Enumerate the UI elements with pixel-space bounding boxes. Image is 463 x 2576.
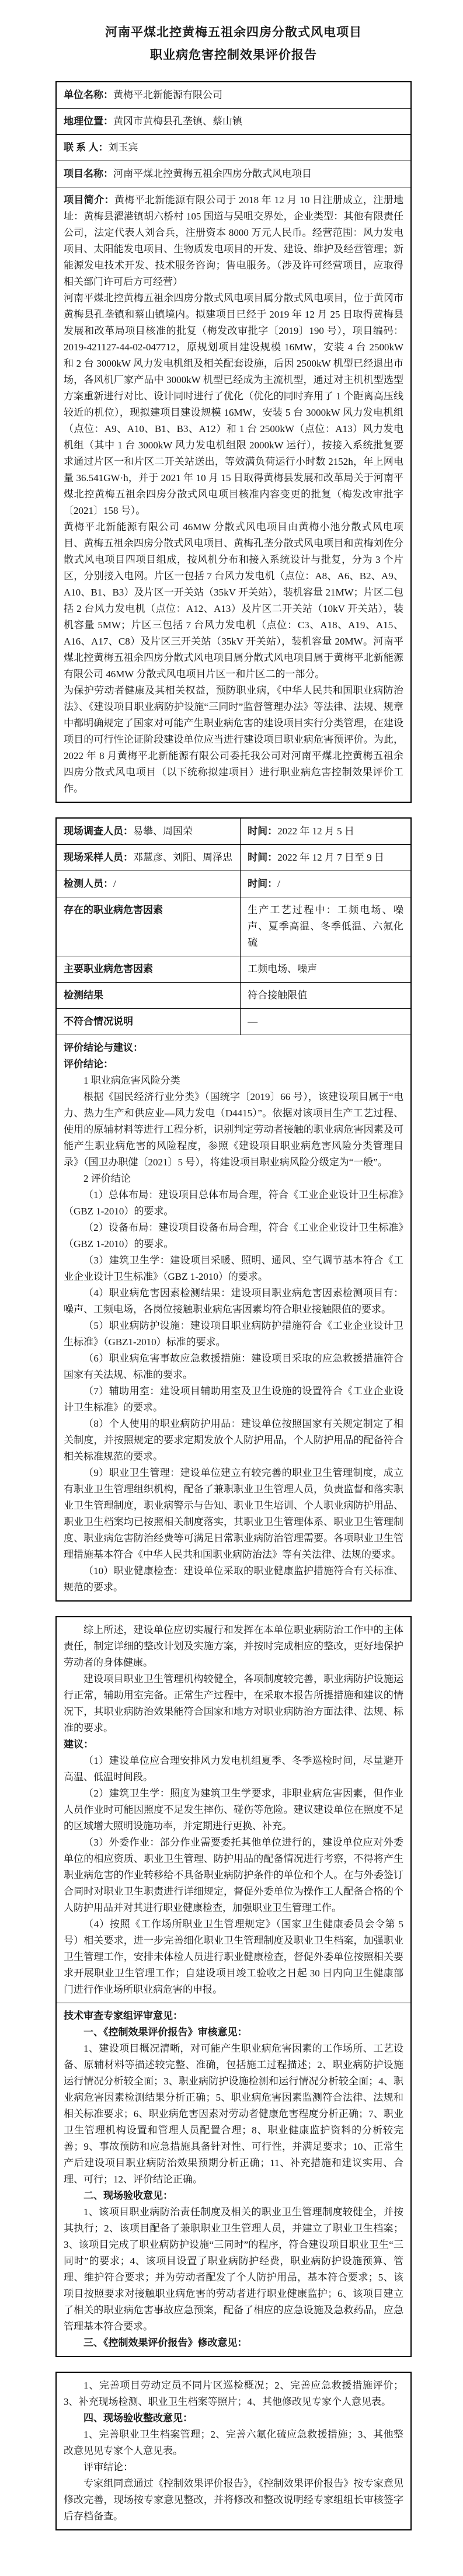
paragraph: （1）总体布局：建设项目总体布局合理，符合《工业企业设计卫生标准》（GBZ 1-2010）的要求。 [64, 1189, 403, 1217]
report-title-line2: 职业病危害控制效果评价报告 [150, 48, 317, 62]
paragraph: 建议： [64, 1739, 93, 1750]
paragraph: 评审结论： [83, 2462, 133, 2473]
paragraph: 项目简介：黄梅平北新能源有限公司于 2018 年 12 月 10 日注册成立，注册地址：黄梅县濯港镇胡六桥村 105 国道与吴咀交界处，企业类型：其他有限责任公司，法定代表人刘合兵，注册资本 8000 万元人民币。经营范围：风力发电项目、太阳能发电项目、生物质发电项目的开发、建设、维护及经营管理；新能源发电技术开发、技术服务咨询；售电服务。（涉及许可经营项目，应取得相关部门许可后方可经营） [64, 194, 404, 287]
field-value: 邓慧彦、刘阳、周泽忠 [133, 852, 232, 863]
field-label: 时间： [248, 852, 278, 863]
field-label: 项目名称： [64, 168, 113, 179]
field-label: 现场调查人员： [64, 826, 133, 837]
table-row-existing-hazards [57, 897, 410, 956]
expert-review-cell [57, 2003, 410, 2356]
table-row-testing-staff [57, 871, 410, 897]
field-label: 时间： [248, 878, 278, 889]
paragraph: （9）职业卫生管理：建设单位建立有较完善的职业卫生管理制度，成立有职业卫生管理组织机构，配备了兼职职业卫生管理人员，负责监督和落实职业卫生管理制度，职业病警示与告知、职业卫生培训、个人职业病防护用品、职业卫生档案均已按照相关制度落实，其职业卫生管理体系、职业卫生管理制度、职业病危害防治经费等可满足日常职业病防治管理需要。各项职业卫生管理措施基本符合《中华人民共和国职业病防治法》等有关法律、法规的要求。 [64, 1467, 403, 1560]
field-value: / [277, 878, 280, 889]
paragraph: 评价结论： [64, 1059, 113, 1070]
table-cell [57, 845, 241, 871]
final-opinions-box [55, 2372, 412, 2530]
paragraph: 为保护劳动者健康及其相关权益，预防职业病，《中华人民共和国职业病防治法》、《建设项目职业病防护设施“三同时”监督管理办法》等法律、法规、规章中都明确规定了国家对可能产生职业病危害的建设项目实行分类管理，在建设项目的可行性论证阶段建设单位应当进行建设项目职业病危害预评价。为此，2022 年 8 月黄梅平北新能源有限公司委托我公司对河南平煤北控黄梅五祖余四房分散式风电项目（以下统称拟建项目）进行职业病危害控制效果评价工作。 [64, 685, 403, 794]
paragraph: 评价结论与建议： [64, 1042, 143, 1053]
final-opinions-cell [57, 2373, 410, 2529]
field-label: 主要职业病危害因素 [64, 963, 153, 974]
field-value: 黄梅平北新能源有限公司 [113, 89, 222, 100]
table-row-main-hazards [57, 956, 410, 982]
paragraph: （8）个人使用的职业病防护用品：建设单位按照国家有关规定制定了相关制度，并按照规定的要求定期发放个人防护用品，个人防护用品的配备符合相关标准规范的要求。 [64, 1418, 403, 1462]
paragraph: 二、现场验收意见： [83, 2190, 173, 2201]
field-label: 存在的职业病危害因素 [64, 904, 163, 915]
table-cell [57, 871, 241, 897]
field-value: 生产工艺过程中：工频电场、噪声、夏季高温、冬季低温、六氟化硫 [248, 904, 403, 948]
table-cell [241, 845, 410, 871]
table-cell [57, 1009, 241, 1035]
table-row-survey-staff [57, 819, 410, 844]
table-cell [57, 956, 241, 982]
paragraph: 一、《控制效果评价报告》审核意见： [83, 2027, 248, 2038]
field-value: 黄冈市黄梅县孔垄镇、蔡山镇 [113, 116, 242, 127]
paragraph: 河南平煤北控黄梅五祖余四房分散式风电项目属分散式风电项目，位于黄冈市黄梅县孔垄镇和蔡山镇境内。拟建项目已经于 2019 年 12 月 25 日取得黄梅县发展和改革局项目核准的批复（梅发改审批字〔2019〕190 号），项目编码：2019-421127-44-02-047712，原规划项目建设规模 16MW，安装 4 台 2500kW 和 2 台 3000kW 风力发电机组及相关配套设施，后因 2500kW 机型已经退出市场，各风机厂家产品中 3000kW 机型已经成为主流机型，通过对主机机型选型方案重新进行对比、设计同时进行了优化（优化的同时弃用了 1 个距离高压线较近的机位），现拟建项目建设规模 16MW，安装 5 台 3000kW 风力发电机组（点位：A9、A10、B1、B3、A12）和 1 台 2500kW（点位：A13）风力发电机组（其中 1 台 3000kW 风力发电机组限 2000kW 运行），按接入系统批复要求通过片区一和片区二开关站送出，等效满负荷运行小时数 2152h，年上网电量 36.541GW·h，并于 2021 年 10 月 15 日取得黄梅县发展和改革局关于河南平煤北控黄梅五祖余四房分散式风电项目核准内容变更的批复（梅发改审批字〔2021〕158 号）。 [64, 293, 403, 516]
evaluation-conclusion-cell [57, 1035, 410, 1600]
field-label: 地理位置： [64, 116, 113, 127]
paragraph: （7）辅助用室：建设项目辅助用室及卫生设施的设置符合《工业企业设计卫生标准》的要求。 [64, 1386, 403, 1413]
field-label: 检测人员： [64, 878, 113, 889]
field-label: 不符合情况说明 [64, 1016, 133, 1027]
report-title-line1: 河南平煤北控黄梅五祖余四房分散式风电项目 [105, 25, 362, 39]
paragraph: 专家组同意通过《控制效果评价报告》，《控制效果评价报告》按专家意见修改完善，现场按专家意见整改，并将修改和整改说明经专家组组长审核签字后存档备查。 [64, 2478, 403, 2522]
project-intro-cell [57, 187, 410, 802]
table-row-test-result [57, 982, 410, 1008]
field-label: 联 系 人： [64, 142, 109, 153]
table-cell [241, 956, 410, 982]
paragraph: 黄梅平北新能源有限公司 46MW 分散式风电项目由黄梅小池分散式风电项目、黄梅五祖余四房分散式风电项目、黄梅孔垄分散式风电项目和黄梅刘佐分散式风电项目四项目组成，按风机分布和接入系统设计与批复，分为 3 个片区，分别接入电网。片区一包括 7 台风力发电机（点位：A8、A6、B2、A9、A10、B1、B3）及片区一开关站（35kV 开关站），装机容量 21MW；片区二包括 2 台风力发电机（点位：A12、A13）及片区二开关站（10kV 开关站），装机容量 5MW；片区三包括 7 台风力发电机（点位：C3、A18、A19、A15、A16、A17、C8）及片区三开关站（35kV 开关站），装机容量 20MW。河南平煤北控黄梅五祖余四房分散式风电项目属分散式风电项目属于黄梅平北新能源有限公司 46MW 分散式风电项目片区一和片区二的一部分。 [64, 521, 403, 680]
summary-suggestions-cell [57, 1617, 410, 2003]
paragraph: （1）建设单位应合理安排风力发电机组夏季、冬季巡检时间，尽量避开高温、低温时间段。 [64, 1755, 403, 1783]
paragraph: 根据《国民经济行业分类》（国统字〔2019〕66 号），该建设项目属于“电力、热力生产和供应业—风力发电（D4415）”。依据对该项目生产工艺过程、使用的原辅材料等进行工程分析，识别判定劳动者接触的职业病危害因素及可能产生职业病危害的风险程度，参照《建设项目职业病危害风险分类管理目录》（国卫办职健〔2021〕5 号），将建设项目职业病风险分级定为“一般”。 [64, 1091, 403, 1168]
paragraph: （10）职业健康检查：建设单位采取的职业健康监护措施符合有关标准、规范的要求。 [64, 1565, 403, 1593]
field-value: 工频电场、噪声 [248, 963, 318, 974]
table-cell [241, 983, 410, 1008]
field-value: 河南平煤北控黄梅五祖余四房分散式风电项目 [113, 168, 312, 179]
survey-evaluation-table [55, 817, 412, 1602]
paragraph: 1、完善项目劳动定员不同片区巡检概况；2、完善应急救援措施评价；3、补充现场检测、职业卫生档案等照片；4、其他修改见专家个人意见表。 [64, 2380, 403, 2407]
table-cell [57, 819, 241, 844]
paragraph: （6）职业病危害事故应急救援措施：建设项目采取的应急救援措施符合国家有关法规、标准的要求。 [64, 1353, 403, 1380]
paragraph: （3）外委作业：部分作业需要委托其他单位进行的，建设单位应对外委单位的相应资质、职业卫生管理、防护用品的配备情况进行考察，不得将产生职业病危害的作业转移给不具备职业病防护条件的单位和个人。在与外委签订合同时对职业卫生职责进行详细规定，督促外委单位为操作工人配备合格的个人防护用品并对其进行职业健康检查，加强职业卫生管理工作。 [64, 1837, 403, 1913]
paragraph: 综上所述，建设单位应切实履行和发挥在本单位职业病防治工作中的主体责任，制定详细的整改计划及实施方案，并按时完成相应的整改，更好地保护劳动者的身体健康。 [64, 1624, 403, 1668]
paragraph: 1 职业病危害风险分类 [83, 1075, 180, 1086]
paragraph: 四、现场验收整改意见： [83, 2413, 193, 2424]
paragraph: （4）职业病危害因素检测结果：建设项目职业病危害因素检测项目有：噪声、工频电场，各岗位接触职业病危害因素均符合职业接触限值的要求。 [64, 1287, 403, 1315]
paragraph: 技术审查专家组评审意见： [64, 2010, 183, 2021]
summary-expert-box [55, 1616, 412, 2357]
table-cell [57, 897, 241, 956]
table-cell [241, 1009, 410, 1035]
paragraph: 2 评价结论 [83, 1173, 131, 1184]
table-row-project-name [57, 161, 410, 187]
report-title [55, 21, 412, 67]
paragraph: （3）建筑卫生学：建设项目采暖、照明、通风、空气调节基本符合《工业企业设计卫生标准》（GBZ 1-2010）的要求。 [64, 1255, 403, 1282]
project-info-table [55, 81, 412, 803]
table-row-sampling-staff [57, 844, 410, 871]
field-label: 项目简介： [64, 194, 114, 206]
paragraph: （2）设备布局：建设项目设备布局合理，符合《工业企业设计卫生标准》（GBZ 1-2010）的要求。 [64, 1222, 403, 1249]
table-cell [241, 871, 410, 897]
table-cell [241, 897, 410, 956]
table-row-unit-name [57, 82, 410, 108]
paragraph: 1、该项目职业病防治责任制度及相关的职业卫生管理制度较健全，并按其执行；2、该项目配备了兼职职业卫生管理人员，并建立了职业卫生档案；3、该项目完成了职业病防护设施“三同时”的程序，符合建设项目职业卫生“三同时”的要求；4、该项目设置了职业病防护经费，职业病防护设施预算、管理、维护符合要求；并为劳动者配发了个人防护用品，基本符合要求；5、该项目按照要求对接触职业病危害的劳动者进行职业健康监护；6、该项目建立了相关的职业病危害事故应急预案，配备了相应的应急设施及急救药品，应急管理基本符合要求。 [64, 2206, 403, 2332]
field-label: 现场采样人员： [64, 852, 133, 863]
table-cell [241, 819, 410, 844]
field-value: 2022 年 12 月 7 日至 9 日 [277, 852, 384, 863]
paragraph: （4）按照《工作场所职业卫生管理规定》（国家卫生健康委员会令第 5 号）相关要求，进一步完善细化职业卫生管理制度及职业卫生档案，加强职业卫生管理工作，安排未体检人员进行职业健康检查，督促外委单位按照相关要求开展职业卫生管理工作；自建设项目竣工验收之日起 30 日内向卫生健康部门进行作业场所职业病危害的申报。 [64, 1919, 403, 1995]
field-value: 易攀、周国荣 [133, 826, 193, 837]
field-value: 刘玉宾 [108, 142, 138, 153]
field-value: — [248, 1016, 258, 1027]
table-row-location [57, 108, 410, 134]
field-label: 时间： [248, 826, 278, 837]
paragraph: （2）建筑卫生学：照度为建筑卫生学要求，非职业病危害因素，但作业人员作业时可能因照度不足发生摔伤、碰伤等危险。建议建设单位在照度不足的区域增大照明设施功率，并定期进行更换、补充。 [64, 1788, 403, 1832]
table-cell [57, 983, 241, 1008]
paragraph: 1、完善职业卫生档案管理；2、完善六氟化硫应急救援措施；3、其他整改意见见专家个人意见表。 [64, 2429, 403, 2456]
paragraph: 建设项目职业卫生管理机构较健全，各项制度较完善，职业病防护设施运行正常，辅助用室完备。正常生产过程中，在采取本报告所提措施和建议的情况下，其职业病防治效果能符合国家和地方对职业病防治方面法律、法规、标准的要求。 [64, 1673, 403, 1733]
field-value: 2022 年 12 月 5 日 [277, 826, 354, 837]
field-value: 符合接触限值 [248, 990, 308, 1001]
field-label: 单位名称： [64, 89, 113, 100]
paragraph: （5）职业病防护设施：建设项目职业病防护措施符合《工业企业设计卫生标准》（GBZ1-2010）标准的要求。 [64, 1320, 403, 1348]
paragraph: 三、《控制效果评价报告》修改意见： [83, 2337, 248, 2348]
field-value: / [113, 878, 116, 889]
table-row-contact [57, 134, 410, 161]
table-row-nonconformity [57, 1008, 410, 1035]
paragraph: 1、建设项目概况清晰，对可能产生职业病危害因素的工作场所、工艺设备、原辅材料等描述较完整、准确，包括施工过程描述；2、职业病防护设施运行情况分析较全面；3、职业病防护设施检测和运行情况分析较全面；4、职业病危害因素检测结果分析正确；5、职业病危害因素监测符合法律、法规和相关标准要求；6、职业病危害因素对劳动者健康危害程度分析正确；7、职业卫生管理机构设置和管理人员配置合理；8、职业健康监护资料的分析较完善；9、事故预防和应急措施具备针对性、可行性，并满足要求；10、正常生产后建设项目职业病防治效果预期分析正确；11、补充措施和建议实用、合理、可行；12、评价结论正确。 [64, 2043, 403, 2185]
field-label: 检测结果 [64, 990, 103, 1001]
